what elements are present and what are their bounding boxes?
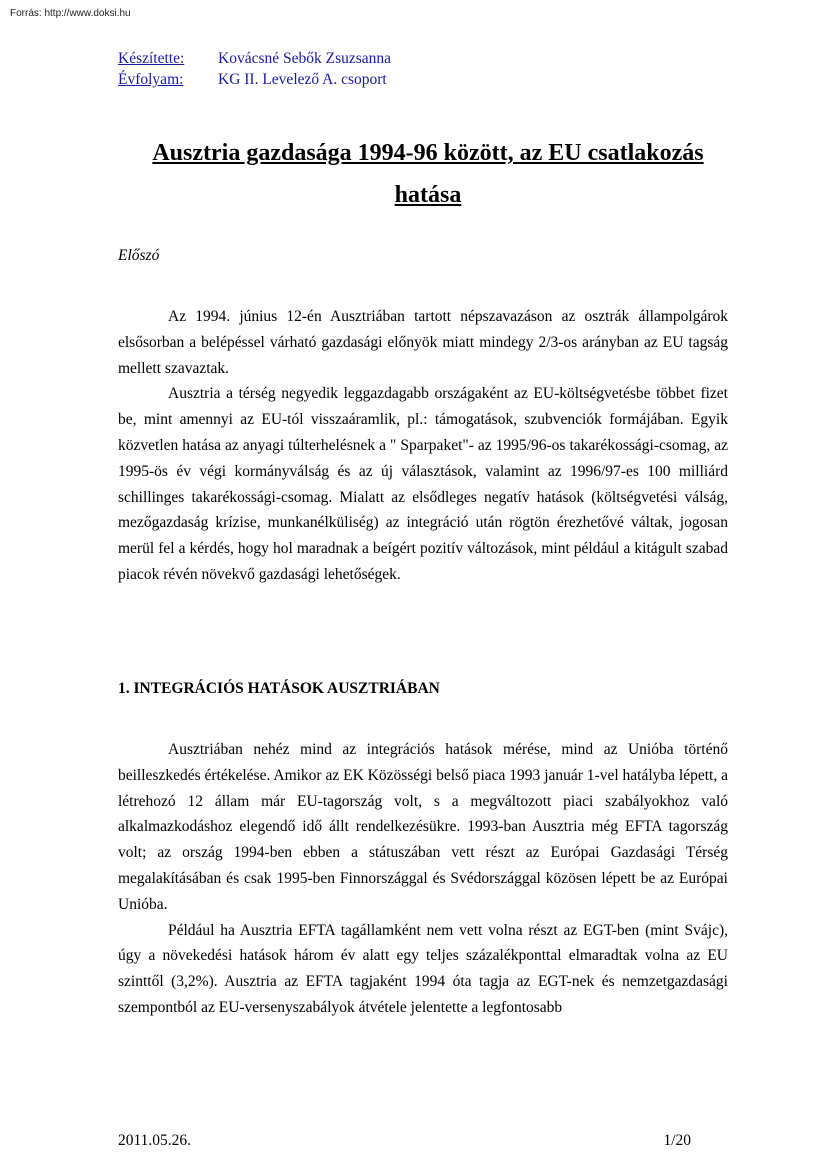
paragraph: Például ha Ausztria EFTA tagállamként nem vett volna részt az EGT-ben (mint Svájc), úgy a növekedési hatások három év alatt egy teljes százalékponttal elmaradtak volna az EU szinttől (3,2%). Ausztria az EFTA tagjaként 1994 óta tagja az EGT-nek és nemzetgazdasági szempontból az EU-versenyszabályok átvétele jelentette a legfontosabb [118,921,728,1016]
document-title [118,132,738,216]
source-url: Forrás: http://www.doksi.hu [10,8,131,19]
title-line-1: Ausztria gazdasága 1994-96 között, az EU csatlakozás [152,140,704,166]
year-value: KG II. Levelező A. csoport [218,71,387,88]
paragraph: Ausztriában nehéz mind az integrációs hatások mérése, mind az Unióba történő beilleszkedés értékelése. Amikor az EK Közösségi belső piaca 1993 január 1-vel hatályba lépett, a létrehozó 12 állam már EU-tagország volt, s a megváltozott piaci szabályokhoz való alkalmazkodáshoz elegendő idő állt rendelkezésükre. 1993-ban Ausztria még EFTA tagország volt; az ország 1994-ben ebben a státuszában vett részt az Európai Gazdasági Térség megalakításában és csak 1995-ben Finnországgal és Svédországgal közösen lépett be az Európai Unióba. [118,741,728,913]
title-line-2: hatása [394,182,462,208]
preface-body [118,304,728,588]
section-body [118,737,728,1021]
document-meta [118,48,391,90]
year-row [118,69,391,90]
author-label: Készítette: [118,50,185,67]
footer-date: 2011.05.26. [118,1132,192,1149]
section-heading: 1. INTEGRÁCIÓS HATÁSOK AUSZTRIÁBAN [118,680,440,697]
year-label: Évfolyam: [118,71,184,88]
author-row [118,48,391,69]
author-value: Kovácsné Sebők Zsuzsanna [218,50,392,67]
paragraph: Ausztria a térség negyedik leggazdagabb országaként az EU-költségvetésbe többet fizet be, mint amennyi az EU-tól visszaáramlik, pl.: támogatások, szubvenciók formájában. Egyik közvetlen hatása az anyagi túlterhelésnek a " Sparpaket"- az 1995/96-os takarékossági-csomag, az 1995-ös év végi kormányválság és az új választások, valamint az 1996/97-es 100 milliárd schillinges takarékossági-csomag. Mialatt az elsődleges negatív hatások (költségvetési válság, mezőgazdaság krízise, munkanélküliség) az integráció után rögtön érezhetővé váltak, jogosan merül fel a kérdés, hogy hol maradnak a beígért pozitív változások, mint például a kitágult szabad piacok révén növekvő gazdasági lehetőségek. [118,385,728,583]
preface-heading: Előszó [118,247,160,264]
paragraph: Az 1994. június 12-én Ausztriában tartott népszavazáson az osztrák állampolgárok elsősorban a belépéssel várható gazdasági előnyök miatt mindegy 2/3-os arányban az EU tagság mellett szavaztak. [118,308,728,377]
page-number: 1/20 [663,1132,691,1149]
